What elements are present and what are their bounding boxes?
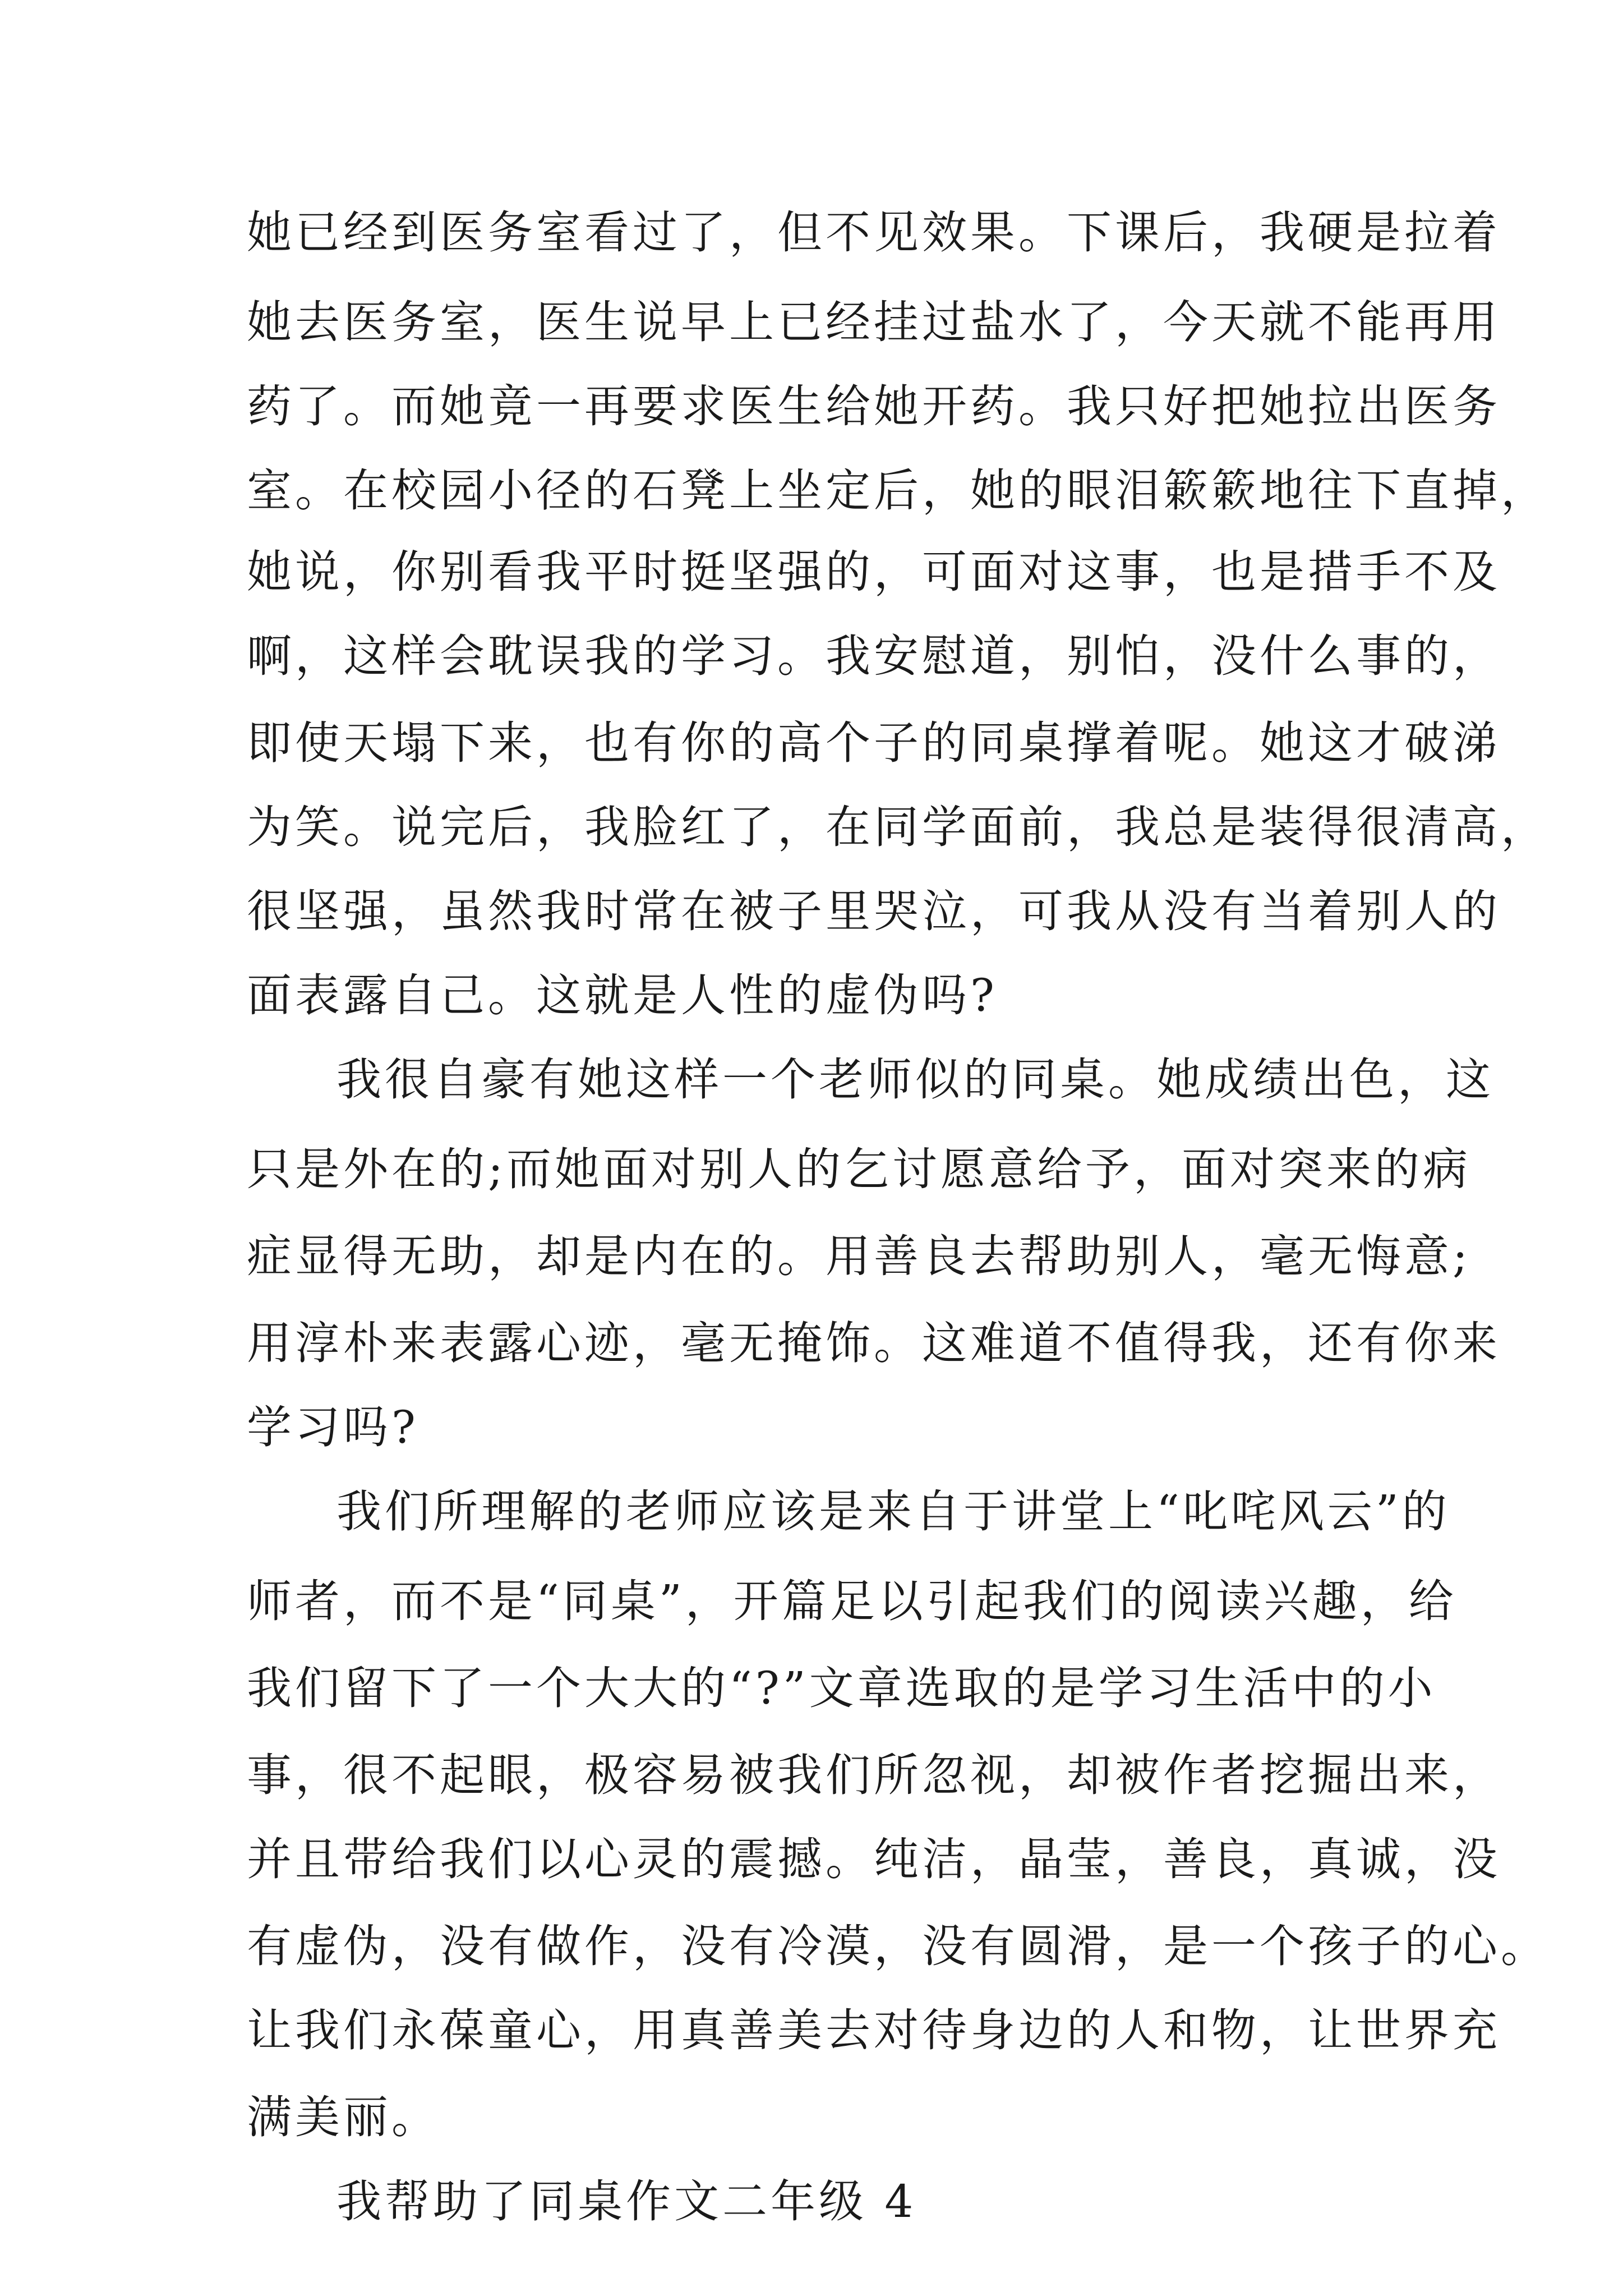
paragraph-line: 她去医务室，医生说早上已经挂过盐水了，今天就不能再用 <box>247 296 1501 348</box>
paragraph-line: 只是外在的;而她面对别人的乞讨愿意给予，面对突来的病 <box>247 1143 1471 1195</box>
paragraph-line: 她说，你别看我平时挺坚强的，可面对这事，也是措手不及 <box>247 546 1501 598</box>
paragraph-line: 为笑。说完后，我脸红了，在同学面前，我总是装得很清高， <box>247 801 1549 853</box>
paragraph-line: 很坚强，虽然我时常在被子里哭泣，可我从没有当着别人的 <box>247 885 1501 937</box>
paragraph-line: 事，很不起眼，极容易被我们所忽视，却被作者挖掘出来， <box>247 1749 1501 1801</box>
paragraph-line: 并且带给我们以心灵的震撼。纯洁，晶莹，善良，真诚，没 <box>247 1833 1501 1885</box>
paragraph-line: 我很自豪有她这样一个老师似的同桌。她成绩出色，这 <box>336 1053 1494 1106</box>
paragraph-line: 我们所理解的老师应该是来自于讲堂上“叱咤风云”的 <box>336 1485 1450 1538</box>
paragraph-line: 面表露自己。这就是人性的虚伪吗? <box>247 969 998 1022</box>
paragraph-line: 室。在校园小径的石凳上坐定后，她的眼泪簌簌地往下直掉， <box>247 464 1549 517</box>
paragraph-line: 症显得无助，却是内在的。用善良去帮助别人，毫无悔意; <box>247 1230 1471 1282</box>
paragraph-line: 用淳朴来表露心迹，毫无掩饰。这难道不值得我，还有你来 <box>247 1317 1501 1369</box>
paragraph-line: 满美丽。 <box>247 2091 440 2143</box>
paragraph-line: 她已经到医务室看过了，但不见效果。下课后，我硬是拉着 <box>247 206 1501 259</box>
paragraph-line: 师者，而不是“同桌”，开篇足以引起我们的阅读兴趣，给 <box>247 1575 1457 1627</box>
paragraph-line: 让我们永葆童心，用真善美去对待身边的人和物，让世界充 <box>247 2004 1501 2056</box>
paragraph-line: 药了。而她竟一再要求医生给她开药。我只好把她拉出医务 <box>247 380 1501 432</box>
paragraph-line: 学习吗? <box>247 1401 419 1453</box>
paragraph-line: 即使天塌下来，也有你的高个子的同桌撑着呢。她这才破涕 <box>247 717 1501 769</box>
paragraph-line: 有虚伪，没有做作，没有冷漠，没有圆滑，是一个孩子的心。 <box>247 1920 1549 1972</box>
section-heading: 我帮助了同桌作文二年级 4 <box>336 2175 917 2228</box>
paragraph-line: 啊，这样会耽误我的学习。我安慰道，别怕，没什么事的， <box>247 630 1501 682</box>
paragraph-line: 我们留下了一个大大的“?”文章选取的是学习生活中的小 <box>247 1662 1436 1714</box>
